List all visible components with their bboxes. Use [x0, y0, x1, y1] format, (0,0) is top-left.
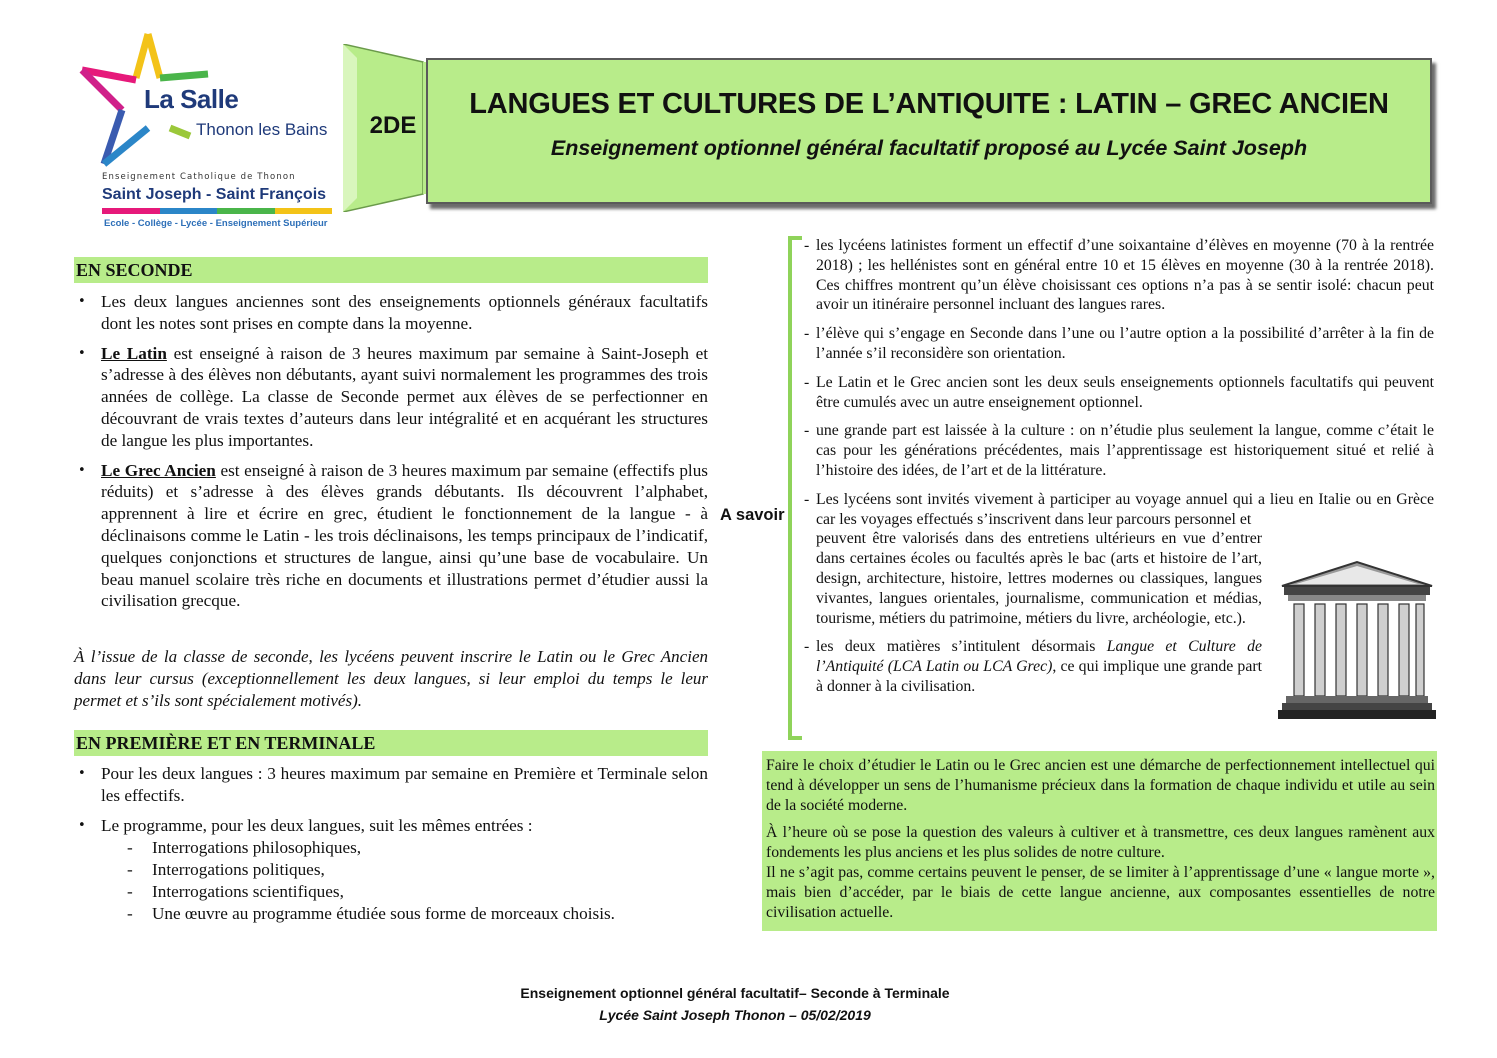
conclusion-paragraph: Faire le choix d’étudier le Latin ou le Grec ancien est une démarche de perfectionnement intellectuel qui tend à développer un sens de l’humanisme précieux dans la formation de chaque individu et utile au sein de la société moderne.	[766, 757, 1435, 814]
program-entry: - Interrogations philosophiques,	[101, 837, 708, 859]
list-item	[800, 637, 1262, 696]
seconde-bullet-text: Les deux langues anciennes sont des enseignements optionnels généraux facultatifs dont les notes sont prises en compte dans la moyenne.	[101, 292, 708, 333]
grade-label: 2DE	[369, 112, 417, 139]
latin-text: est enseigné à raison de 3 heures maximum par semaine à Saint-Joseph et s’adresse à des élèves non débutants, ayant suivi normalement les programmes des trois années de collège. La classe de Seconde permet aux élèves de se perfectionner en découvrant de vrais textes d’auteurs dans leur intégralité et en acquérant les structures de langue les plus importantes.	[101, 343, 708, 450]
list-item: - Le Latin et le Grec ancien sont les deux seuls enseignements optionnels facultatifs qui peuvent être cumulés avec un autre enseignement optionnel.	[800, 373, 1434, 413]
greek-text: est enseigné à raison de 3 heures maximum par semaine (effectifs plus réduits) et s’adresse à des élèves grands débutants. Ils découvrent l’alphabet, apprennent à lire et écrire en grec, étudient le fonctionnement de la langue - à déclinaisons comme le Latin - les trois déclinaisons, les temps principaux de l’indicatif, quelques conjonctions et structures de langue, ainsi qu’une base de vocabulaire. Un beau manuel scolaire très riche en documents et illustrations permet d’étudier aussi la civilisation grecque.	[101, 460, 708, 611]
school-logo	[78, 32, 338, 232]
premiere-program: Le programme, pour les deux langues, suit les mêmes entrées :	[101, 815, 533, 835]
logo-schools: Saint Joseph - Saint François	[102, 186, 327, 203]
program-entry: - Interrogations politiques,	[101, 859, 708, 881]
logo-tagline: Enseignement Catholique de Thonon	[102, 172, 296, 182]
conclusion-box	[762, 751, 1437, 931]
logo-levels: Ecole - Collège - Lycée - Enseignement Supérieur	[104, 218, 328, 229]
page-subtitle: Enseignement optionnel général facultatif proposé au Lycée Saint Joseph	[550, 136, 1308, 160]
seconde-note: À l’issue de la classe de seconde, les lycéens peuvent inscrire le Latin ou le Grec Ancien dans leur cursus (exceptionnellement les deux langues, si leur emploi du temps le leur permet et s’ils sont spécialement motivés).	[74, 647, 708, 710]
list-item	[74, 815, 708, 926]
list-item: - une grande part est laissée à la culture : on n’étudie plus seulement la langue, comme c’était le cas pour les générations précédentes, mais l’apprentissage est historiquement situé et relié à l’histoire des idées, de l’art et de la littérature.	[800, 421, 1434, 480]
lca-text-2: , ce qui implique une grande part à donner à la civilisation.	[816, 658, 1262, 695]
list-item	[74, 291, 708, 335]
list-item: - les lycéens latinistes forment un effectif d’une soixantaine d’élèves en moyenne (70 à la rentrée 2018) ; les hellénistes sont en général entre 10 et 15 élèves en moyenne (30 à la rentrée 2018). Ces chiffres montrent qu’un élève choisissant ces options n’a pas à se sentir isolé: chacun peut avoir un itinéraire personnel incluant des langues rares.	[800, 236, 1434, 315]
program-entry: - Interrogations scientifiques,	[101, 881, 708, 903]
list-item	[74, 343, 708, 452]
greek-label: Le Grec Ancien	[101, 460, 216, 480]
logo-town: Thonon les Bains	[196, 120, 328, 139]
section-heading-premiere: EN PREMIÈRE ET EN TERMINALE	[74, 730, 708, 756]
program-entries	[101, 837, 708, 925]
asavoir-label: A savoir	[720, 506, 785, 524]
list-item: - l’élève qui s’engage en Seconde dans l’une ou l’autre option a la possibilité d’arrêter à la fin de l’année s’il reconsidère son orientation.	[800, 324, 1434, 364]
footer-line-2: Lycée Saint Joseph Thonon – 05/02/2019	[599, 1007, 871, 1023]
list-item	[74, 763, 708, 807]
section-heading-seconde: EN SECONDE	[74, 257, 708, 283]
list-item	[74, 460, 708, 613]
latin-label: Le Latin	[101, 343, 167, 363]
lca-title: Langue et Culture de l’Antiquité (LCA Latin ou LCA Grec)	[816, 638, 1262, 676]
greek-temple-icon	[1278, 560, 1436, 722]
program-entry: - Une œuvre au programme étudiée sous forme de morceaux choisis.	[101, 903, 708, 925]
logo-name: La Salle	[144, 84, 239, 114]
premiere-bullets	[74, 763, 708, 933]
conclusion-paragraph: Il ne s’agit pas, comme certains peuvent le penser, de se limiter à l’apprentissage d’une « langue morte », mais bien d’accéder, par le biais de cette langue ancienne, aux composantes essentielles de notre civilisation actuelle.	[766, 863, 1435, 921]
page-title: LANGUES ET CULTURES DE L’ANTIQUITE : LATIN – GREC ANCIEN	[469, 88, 1389, 120]
seconde-bullets	[74, 291, 708, 620]
footer-line-1: Enseignement optionnel général facultatif– Seconde à Terminale	[520, 985, 950, 1001]
premiere-hours: Pour les deux langues : 3 heures maximum par semaine en Première et Terminale selon les effectifs.	[101, 764, 708, 805]
lca-text-1: les deux matières s’intitulent désormais	[816, 638, 1107, 656]
voyage-text-cont: peuvent être valorisés dans des entretiens ultérieurs en vue d’entrer dans certaines écoles ou facultés après le bac (arts et histoire de l’art, design, architecture, histoire, lettres modernes ou classiques, langues vivantes, langues orientales, journalisme, communication et médias, tourisme, métiers du patrimoine, métiers du livre, archéologie, etc.).	[816, 530, 1262, 627]
conclusion-paragraph: À l’heure où se pose la question des valeurs à cultiver et à transmettre, ces deux langues ramènent aux fondements les plus anciens et les plus solides de notre culture.	[766, 824, 1435, 862]
logo-color-bars	[102, 208, 332, 214]
voyage-text: Les lycéens sont invités vivement à participer au voyage annuel qui a lieu en Italie ou en Grèce car les voyages effectués s’inscrivent dans leur parcours personnel et	[816, 490, 1434, 528]
title-banner	[426, 58, 1432, 204]
